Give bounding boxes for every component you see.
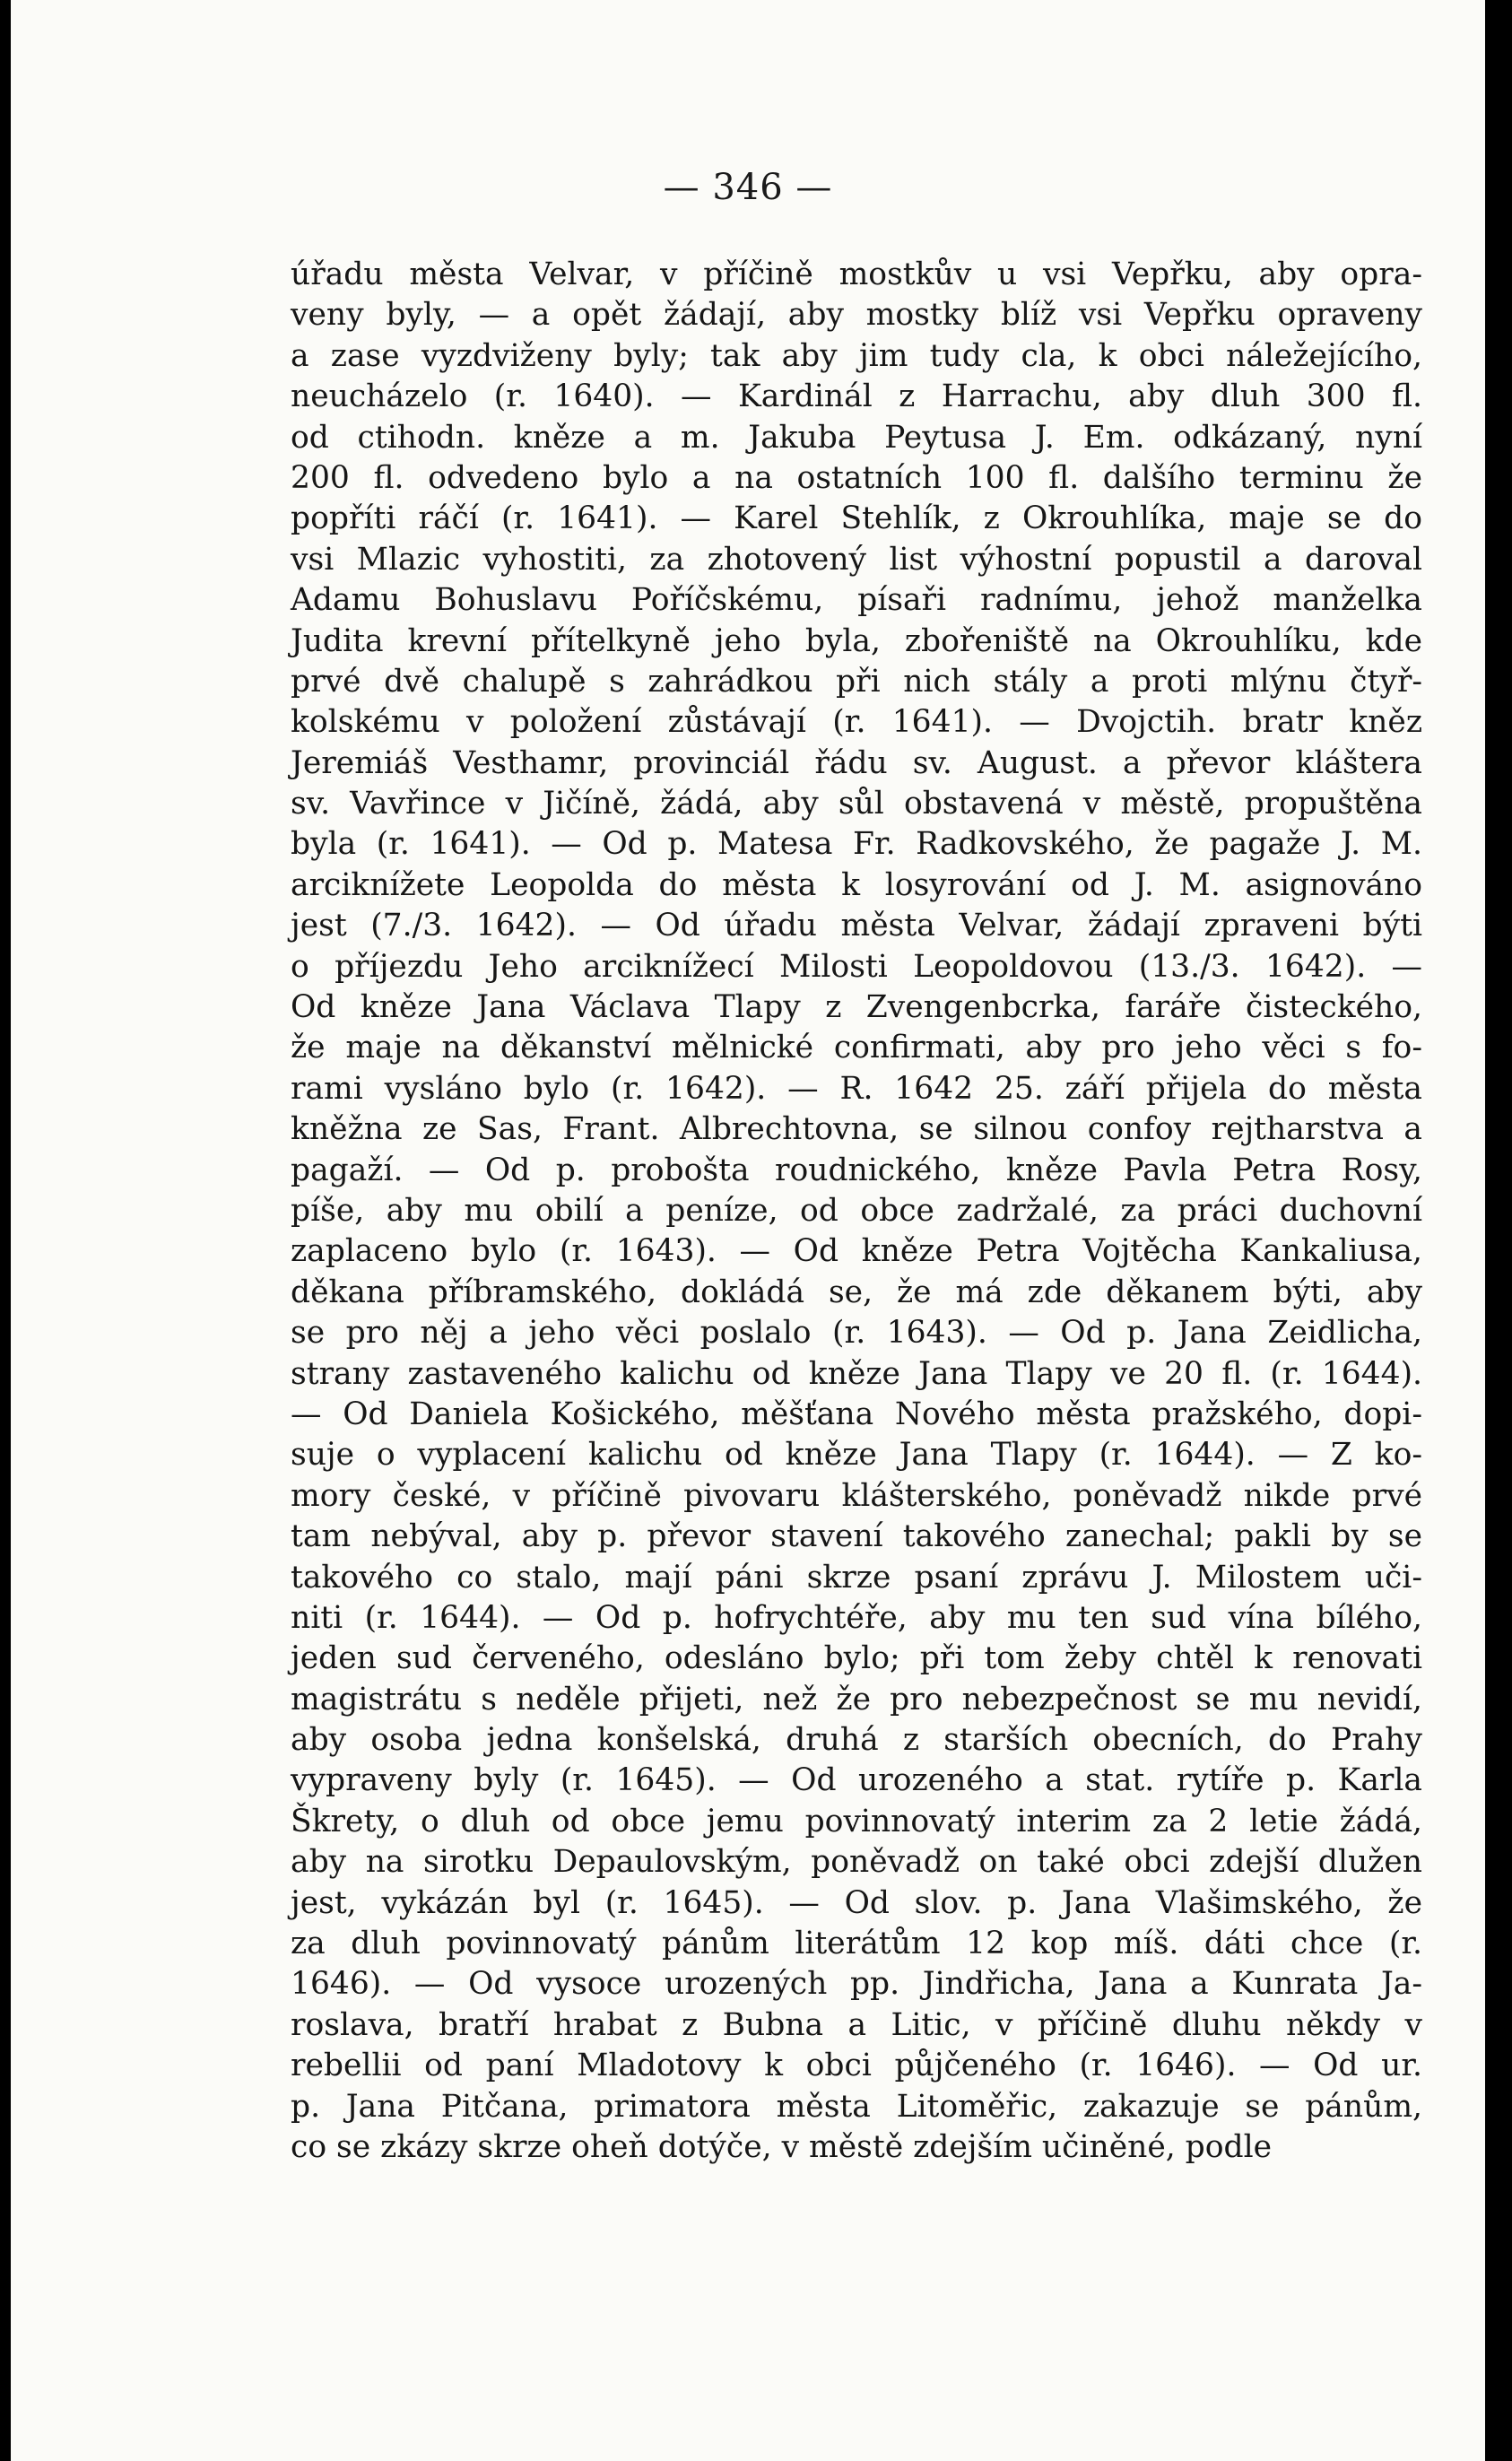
text-line: Jeremiáš Vesthamr, provinciál řádu sv. August. a převor kláštera [291,744,1422,781]
text-line: roslava, bratří hrabat z Bubna a Litic, v příčině dluhu někdy v [291,2006,1422,2043]
text-line: jeden sud červeného, odesláno bylo; při tom žeby chtěl k renovati [291,1640,1422,1677]
book-page [11,0,1485,2461]
text-line: Od kněze Jana Václava Tlapy z Zvengenbcrka, faráře čisteckého, [291,989,1422,1026]
text-line: niti (r. 1644). — Od p. hofrychtéře, aby mu ten sud vína bílého, [291,1599,1422,1636]
body-text [291,255,1422,2168]
text-line: pagaží. — Od p. probošta roudnického, kněze Pavla Petra Rosy, [291,1152,1422,1188]
text-line: neucházelo (r. 1640). — Kardinál z Harrachu, aby dluh 300 fl. [291,378,1422,415]
text-line: 200 fl. odvedeno bylo a na ostatních 100 fl. dalšího terminu že [291,459,1422,496]
text-line: suje o vyplacení kalichu od kněze Jana Tlapy (r. 1644). — Z ko- [291,1437,1422,1474]
text-line: rami vysláno bylo (r. 1642). — R. 1642 25. září přijela do města [291,1070,1422,1107]
text-line: rebellii od paní Mladotovy k obci půjčeného (r. 1646). — Od ur. [291,2048,1422,2084]
text-line: Adamu Bohuslavu Poříčskému, písaři radnímu, jehož manželka [291,582,1422,619]
text-line: tam nebýval, aby p. převor stavení takového zanechal; pakli by se [291,1518,1422,1555]
text-line: arciknížete Leopolda do města k losyrování od J. M. asignováno [291,866,1422,903]
text-line: se pro něj a jeho věci poslalo (r. 1643). — Od p. Jana Zeidlicha, [291,1315,1422,1352]
text-line: úřadu města Velvar, v příčině mostkův u vsi Vepřku, aby opra- [291,257,1422,292]
text-line: o příjezdu Jeho arciknížecí Milosti Leopoldovou (13./3. 1642). — [291,948,1422,985]
text-line: Škrety, o dluh od obce jemu povinnovatý interim za 2 letie žádá, [291,1803,1422,1839]
text-line: jest (7./3. 1642). — Od úřadu města Velvar, žádají zpraveni býti [291,908,1422,944]
text-line: kolskému v položení zůstávají (r. 1641). — Dvojctih. bratr kněz [291,704,1422,741]
text-line: aby osoba jedna konšelská, druhá z starších obecních, do Prahy [291,1722,1422,1759]
text-line: kněžna ze Sas, Frant. Albrechtovna, se silnou confoy rejtharstva a [291,1111,1422,1148]
text-line: takového co stalo, mají páni skrze psaní zprávu J. Milostem uči- [291,1559,1422,1596]
text-line: Judita krevní přítelkyně jeho byla, zbořeniště na Okrouhlíku, kde [291,622,1422,659]
text-line: strany zastaveného kalichu od kněze Jana Tlapy ve 20 fl. (r. 1644). [291,1355,1422,1392]
text-line: sv. Vavřince v Jičíně, žádá, aby sůl obstavená v městě, propuštěna [291,786,1422,822]
text-line: veny byly, — a opět žádají, aby mostky blíž vsi Vepřku opraveny [291,297,1422,334]
text-line: a zase vyzdviženy byly; tak aby jim tudy cla, k obci náležejícího, [291,337,1422,374]
text-line: vypraveny byly (r. 1645). — Od urozeného a stat. rytíře p. Karla [291,1762,1422,1799]
text-line: aby na sirotku Depaulovským, poněvadž on také obci zdejší dlužen [291,1844,1422,1881]
text-line: co se zkázy skrze oheň dotýče, v městě zdejším učiněné, podle [291,2128,1273,2165]
text-line: píše, aby mu obilí a peníze, od obce zadržalé, za práci duchovní [291,1192,1422,1229]
text-line: magistrátu s neděle přijeti, než že pro nebezpečnost se mu nevidí, [291,1681,1422,1717]
page-number: — 346 — [663,167,833,208]
text-line: — Od Daniela Košického, měšťana Nového města pražského, dopi- [291,1396,1422,1432]
text-line: p. Jana Pitčana, primatora města Litoměřic, zakazuje se pánům, [291,2088,1422,2125]
text-line: děkana příbramského, dokládá se, že má zde děkanem býti, aby [291,1274,1422,1310]
text-line: mory české, v příčině pivovaru klášterského, poněvadž nikde prvé [291,1477,1422,1514]
text-line: vsi Mlazic vyhostiti, za zhotovený list výhostní popustil a daroval [291,541,1422,578]
text-line: prvé dvě chalupě s zahrádkou při nich stály a proti mlýnu čtyř- [291,663,1422,700]
text-line: od ctihodn. kněze a m. Jakuba Peytusa J. Em. odkázaný, nyní [291,419,1422,456]
text-line: jest, vykázán byl (r. 1645). — Od slov. p. Jana Vlašimského, že [291,1884,1422,1921]
text-line: za dluh povinnovatý pánům literátům 12 kop míš. dáti chce (r. [291,1926,1422,1962]
text-line: popříti ráčí (r. 1641). — Karel Stehlík, z Okrouhlíka, maje se do [291,500,1422,537]
text-line: zaplaceno bylo (r. 1643). — Od kněze Petra Vojtěcha Kankaliusa, [291,1233,1422,1270]
text-line: 1646). — Od vysoce urozených pp. Jindřicha, Jana a Kunrata Ja- [291,1966,1422,2003]
text-line: byla (r. 1641). — Od p. Matesa Fr. Radkovského, že pagaže J. M. [291,826,1422,863]
text-line: že maje na děkanství mělnické confirmati, aby pro jeho věci s fo- [291,1030,1422,1066]
